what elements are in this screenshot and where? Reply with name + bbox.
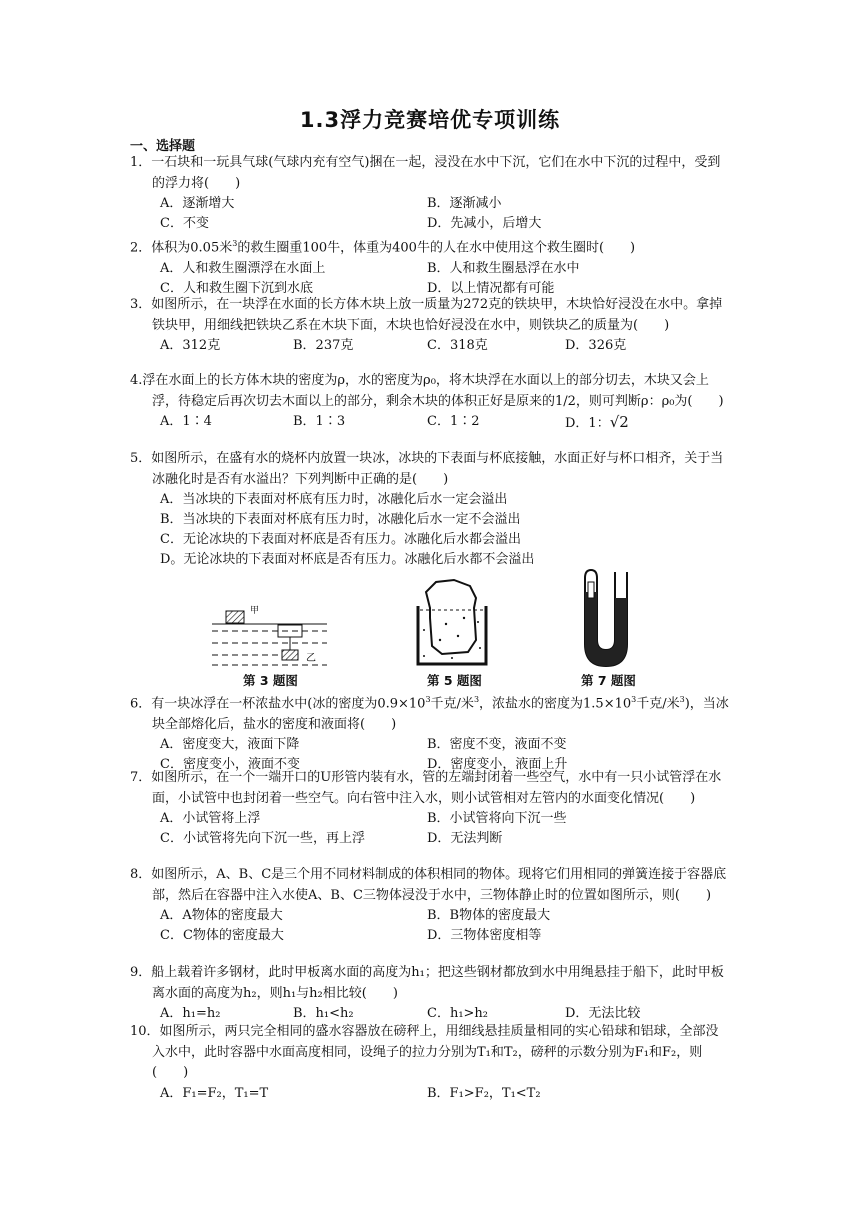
- stem-text: 6．有一块冰浮在一杯浓盐水中(冰的密度为0.9×10: [130, 696, 426, 712]
- question-stem: 4.浮在水面上的长方体木块的密度为ρ，水的密度为ρ₀，将木块浮在水面以上的部分切去，木块又会上浮，待稳定后再次切去木面以上的部分，剩余木块的体积正好是原来的1/2，则可判断ρ：ρ₀为( ): [130, 373, 724, 409]
- question-stem: 1．一石块和一玩具气球(气球内充有空气)捆在一起，浸没在水中下沉，它们在水中下沉的过程中，受到的浮力将( ): [130, 155, 721, 191]
- option-c: C．h₁>h₂: [427, 1006, 489, 1021]
- option-b: B．逐渐减小: [427, 196, 502, 211]
- option-a: A．A物体的密度最大: [160, 908, 283, 923]
- wood-block: [278, 625, 302, 637]
- question-stem: 5．如图所示，在盛有水的烧杯内放置一块冰，冰块的下表面与杯底接触，水面正好与杯口相齐，关于当冰融化时是否有水溢出？下列判断中正确的是( ): [130, 451, 724, 487]
- question-10: [130, 1022, 730, 1104]
- option-a: A．1∶4: [160, 414, 212, 429]
- iron-block-yi: [282, 650, 298, 660]
- option-a: A．逐渐增大: [160, 196, 235, 211]
- figure-3-diagram: [212, 603, 327, 668]
- question-stem: 9．船上载着许多钢材，此时甲板离水面的高度为h₁；把这些钢材都放到水中用绳悬挂于船下，此时甲板离水面的高度为h₂，则h₁与h₂相比较( ): [130, 965, 724, 1001]
- option-d: D。无论冰块的下表面对杯底是否有压力。冰融化后水都不会溢出: [160, 552, 535, 567]
- option-a: A．312克: [160, 338, 221, 353]
- question-stem: [130, 690, 730, 735]
- option-d: D．先减小，后增大: [427, 216, 542, 231]
- question-9: [130, 963, 730, 1024]
- question-3: [130, 295, 730, 356]
- option-d: D．以上情况都有可能: [427, 280, 555, 296]
- option-a: A．人和救生圈漂浮在水面上: [160, 260, 326, 276]
- option-b: B．F₁>F₂，T₁<T₂: [427, 1085, 541, 1101]
- question-6: [130, 690, 730, 775]
- label-jia: 甲: [250, 606, 260, 616]
- option-c: C．318克: [427, 338, 488, 353]
- sqrt-two: √2: [609, 413, 629, 431]
- question-1: [130, 153, 730, 234]
- option-d: [565, 412, 629, 435]
- option-d: D．无法判断: [427, 831, 503, 846]
- question-5: [130, 449, 730, 570]
- superscript: 3: [473, 695, 480, 704]
- question-8: [130, 865, 730, 946]
- option-c: C．密度变小，液面不变: [160, 757, 300, 773]
- superscript: 3: [631, 695, 637, 704]
- question-stem: 10．如图所示，两只完全相同的盛水容器放在磅秤上，用细线悬挂质量相同的实心铅球和铝球，全部没入水中，此时容器中水面高度相同，设绳子的拉力分别为T₁和T₂，磅秤的示数分别为F₁和F₂，则( ): [130, 1024, 719, 1080]
- water-column: [585, 592, 627, 666]
- option-c: C．不变: [160, 216, 209, 231]
- option-b: B．h₁<h₂: [293, 1006, 354, 1021]
- option-a: A．当冰块的下表面对杯底有压力时，冰融化后水一定会溢出: [160, 492, 508, 507]
- option-a: A．密度变大，液面下降: [160, 737, 300, 753]
- option-b: B．小试管将向下沉一些: [427, 811, 567, 826]
- option-d: D．密度变小，液面上升: [427, 757, 568, 773]
- option-d: D．无法比较: [565, 1006, 641, 1021]
- question-4: [130, 371, 730, 432]
- figure-3-caption: 第 3 题图: [243, 673, 298, 688]
- option-a: A．小试管将上浮: [160, 811, 261, 826]
- option-a: A．F₁=F₂，T₁=T: [160, 1085, 269, 1101]
- stem-text: )，当冰块全部熔化后，盐水的密度和液面将( ): [152, 696, 729, 732]
- stem-text: 2．体积为0.05米: [130, 240, 233, 256]
- option-c: C．无论冰块的下表面对杯底是否有压力。冰融化后水都会溢出: [160, 532, 521, 547]
- question-stem: 8．如图所示，A、B、C是三个用不同材料制成的体积相同的物体。现将它们用相同的弹簧连接于容器底部，然后在容器中注入水使A、B、C三物体浸没于水中，三物体静止时的位置如图所示，则( ): [130, 867, 727, 903]
- page-title: 1.3浮力竞赛培优专项训练: [299, 108, 561, 132]
- ice-block: [426, 580, 476, 654]
- option-d-text: D．1：: [565, 416, 610, 431]
- option-c: C．小试管将先向下沉一些，再上浮: [160, 831, 365, 846]
- option-b: B．人和救生圈悬浮在水中: [427, 260, 580, 276]
- stem-text: 的救生圈重100牛，体重为400牛的人在水中使用这个救生圈时( ): [237, 240, 636, 256]
- option-c: C．C物体的密度最大: [160, 928, 284, 943]
- stem-text: ，浓盐水的密度为1.5×10: [479, 696, 632, 712]
- superscript: 3: [679, 695, 685, 704]
- superscript: 3: [232, 239, 238, 248]
- superscript: 3: [425, 695, 431, 704]
- stem-text: 千克/米: [430, 696, 474, 712]
- section-heading: 一、选择题: [130, 139, 196, 154]
- option-c: C．1∶2: [427, 414, 480, 429]
- question-stem: [130, 234, 730, 259]
- figure-5-diagram: [412, 578, 492, 668]
- option-a: A．h₁=h₂: [160, 1006, 221, 1021]
- option-d: D．三物体密度相等: [427, 928, 542, 943]
- question-2: [130, 234, 730, 299]
- option-b: B．1∶3: [293, 414, 346, 429]
- option-b: B．密度不变，液面不变: [427, 737, 567, 753]
- option-b: B．当冰块的下表面对杯底有压力时，冰融化后水一定不会溢出: [160, 512, 521, 527]
- option-b: B．237克: [293, 338, 354, 353]
- figure-5-caption: 第 5 题图: [427, 673, 482, 688]
- question-stem: 7．如图所示，在一个一端开口的U形管内装有水，管的左端封闭着一些空气，水中有一只小试管浮在水面，小试管中也封闭着一些空气。向右管中注入水，则小试管相对左管内的水面变化情况( ): [130, 770, 722, 806]
- option-b: B．B物体的密度最大: [427, 908, 551, 923]
- option-d: D．326克: [565, 338, 627, 353]
- figure-7-diagram: [581, 568, 631, 670]
- question-7: [130, 768, 730, 849]
- label-yi: 乙: [306, 653, 316, 664]
- iron-block-jia: [226, 611, 244, 623]
- option-c: C．人和救生圈下沉到水底: [160, 280, 313, 296]
- stem-text: 千克/米: [636, 696, 680, 712]
- small-test-tube: [588, 582, 594, 598]
- figure-7-caption: 第 7 题图: [581, 673, 636, 688]
- question-stem: 3．如图所示，在一块浮在水面的长方体木块上放一质量为272克的铁块甲，木块恰好浸没在水中。拿掉铁块甲，用细线把铁块乙系在木块下面，木块也恰好浸没在水中，则铁块乙的质量为( ): [130, 297, 723, 333]
